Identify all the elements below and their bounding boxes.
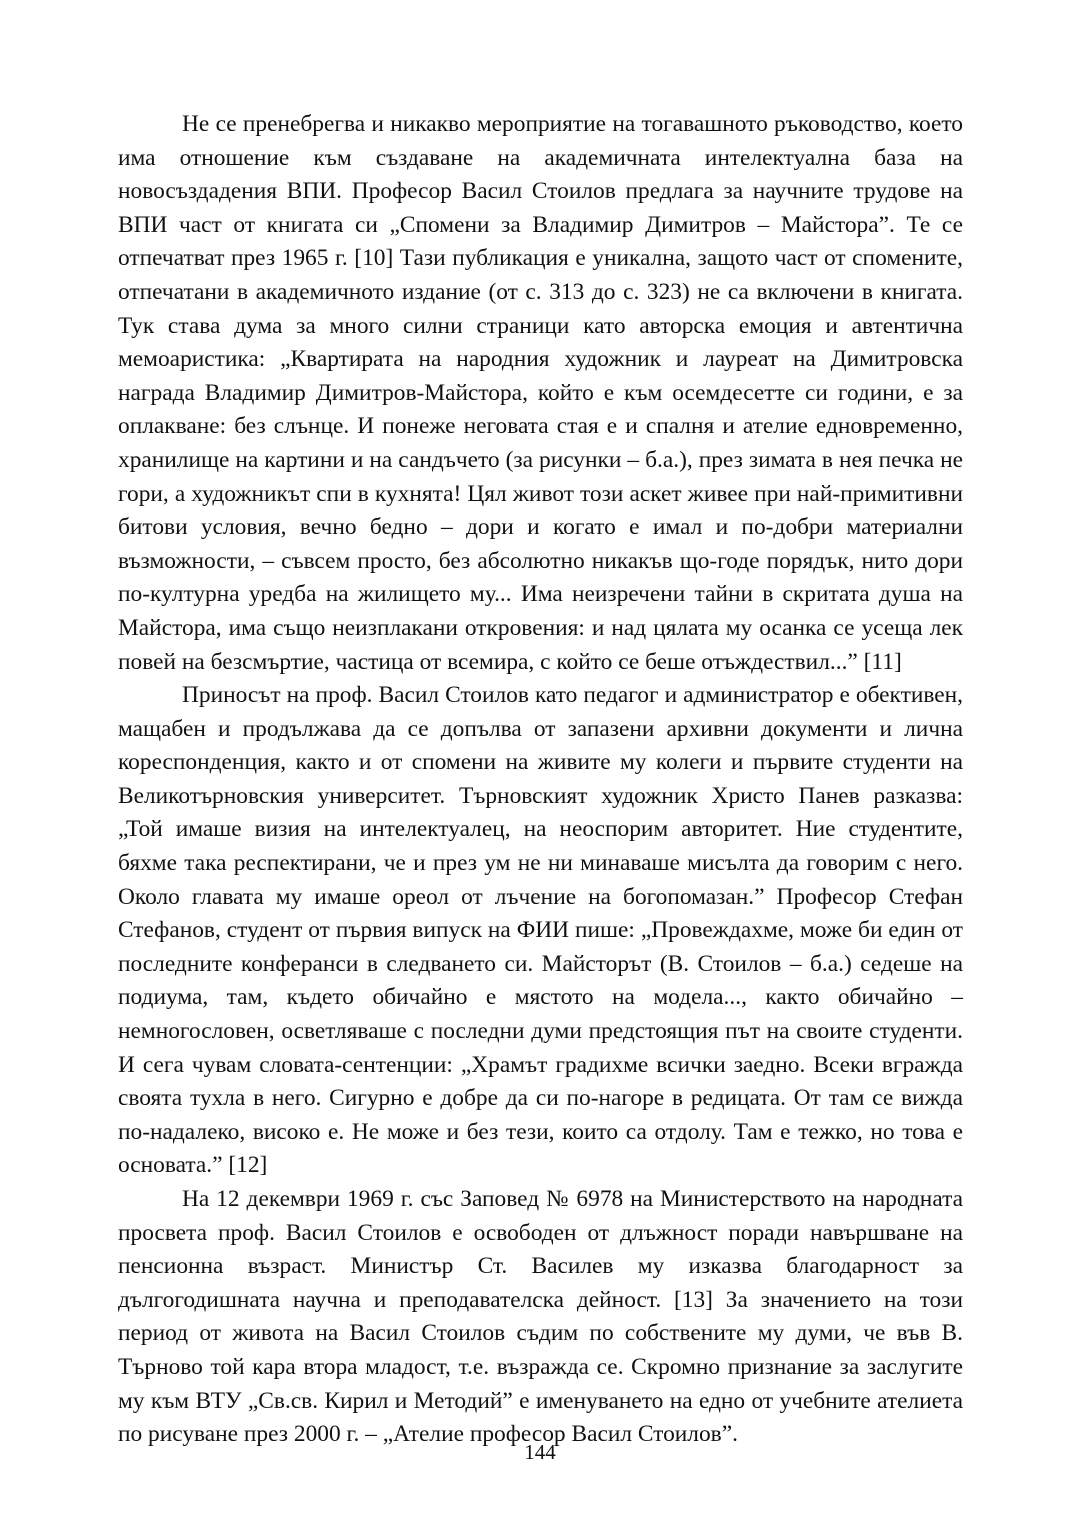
paragraph-1: Не се пренебрегва и никакво мероприятие на тогавашното ръководство, което има отношение към създаване на академичната интелектуална база на новосъздадения ВПИ. Професор Васил Стоилов предлага за научните трудове на ВПИ част от книгата си „Спомени за Владимир Димитров – Майстора”. Те се отпечатват през 1965 г. [10] Тази публикация е уникална, защото част от спомените, отпечатани в академичното издание (от с. 313 до с. 323) не са включени в книгата. Тук става дума за много силни страници като авторска емоция и автентична мемоаристика: „Квартирата на народния художник и лауреат на Димитровска награда Владимир Димитров-Майстора, който е към осемдесетте си години, е за оплакване: без слънце. И понеже неговата стая е и спалня и ателие едновременно, хранилище на картини и на сандъчето (за рисунки – б.а.), през зимата в нея печка не гори, а художникът спи в кухнята! Цял живот този аскет живее при най-примитивни битови условия, вечно бедно – дори и когато е имал и по-добри материални възможности, – съвсем просто, без абсолютно никакъв що-годе порядък, нито дори по-културна уредба на жилището му... Има неизречени тайни в скритата душа на Майстора, има също неизплакани откровения: и над цялата му осанка се усеща лек повей на безсмъртие, частица от всемира, с който се беше отъждествил...” [11] <box>118 111 963 675</box>
paragraph-2: Приносът на проф. Васил Стоилов като педагог и администратор е обективен, мащабен и продължава да се допълва от запазени архивни документи и лична кореспонденция, както и от спомени на живите му колеги и първите студенти на Великотърновския университет. Търновският художник Христо Панев разказва: „Той имаше визия на интелектуалец, на неоспорим авторитет. Ние студентите, бяхме така респектирани, че и през ум не ни минаваше мисълта да говорим с него. Около главата му имаше ореол от лъчение на богопомазан.” Професор Стефан Стефанов, студент от първия випуск на ФИИ пише: „Провеждахме, може би един от последните конферанси в следването си. Майсторът (В. Стоилов – б.а.) седеше на подиума, там, където обичайно е мястото на модела..., както обичайно – немногословен, осветляваше с последни думи предстоящия път на своите студенти. И сега чувам словата-сентенции: „Храмът градихме всички заедно. Всеки вгражда своята тухла в него. Сигурно е добре да си по-нагоре в редицата. От там се вижда по-надалеко, високо е. Не може и без тези, които са отдолу. Там е тежко, но това е основата.” [12] <box>118 682 963 1179</box>
document-page <box>118 108 963 1452</box>
paragraph-3: На 12 декември 1969 г. със Заповед № 6978 на Министерството на народната просвета проф. Васил Стоилов е освободен от длъжност поради навършване на пенсионна възраст. Министър Ст. Василев му изказва благодарност за дългогодишната научна и преподавателска дейност. [13] За значението на този период от живота на Васил Стоилов съдим по собствените му думи, че във В. Търново той кара втора младост, т.е. възражда се. Скромно признание за заслугите му към ВТУ „Св.св. Кирил и Методий” е именуването на едно от учебните ателиета по рисуване през 2000 г. – „Ателие професор Васил Стоилов”. <box>118 1186 963 1448</box>
page-number: 144 <box>524 1440 556 1464</box>
